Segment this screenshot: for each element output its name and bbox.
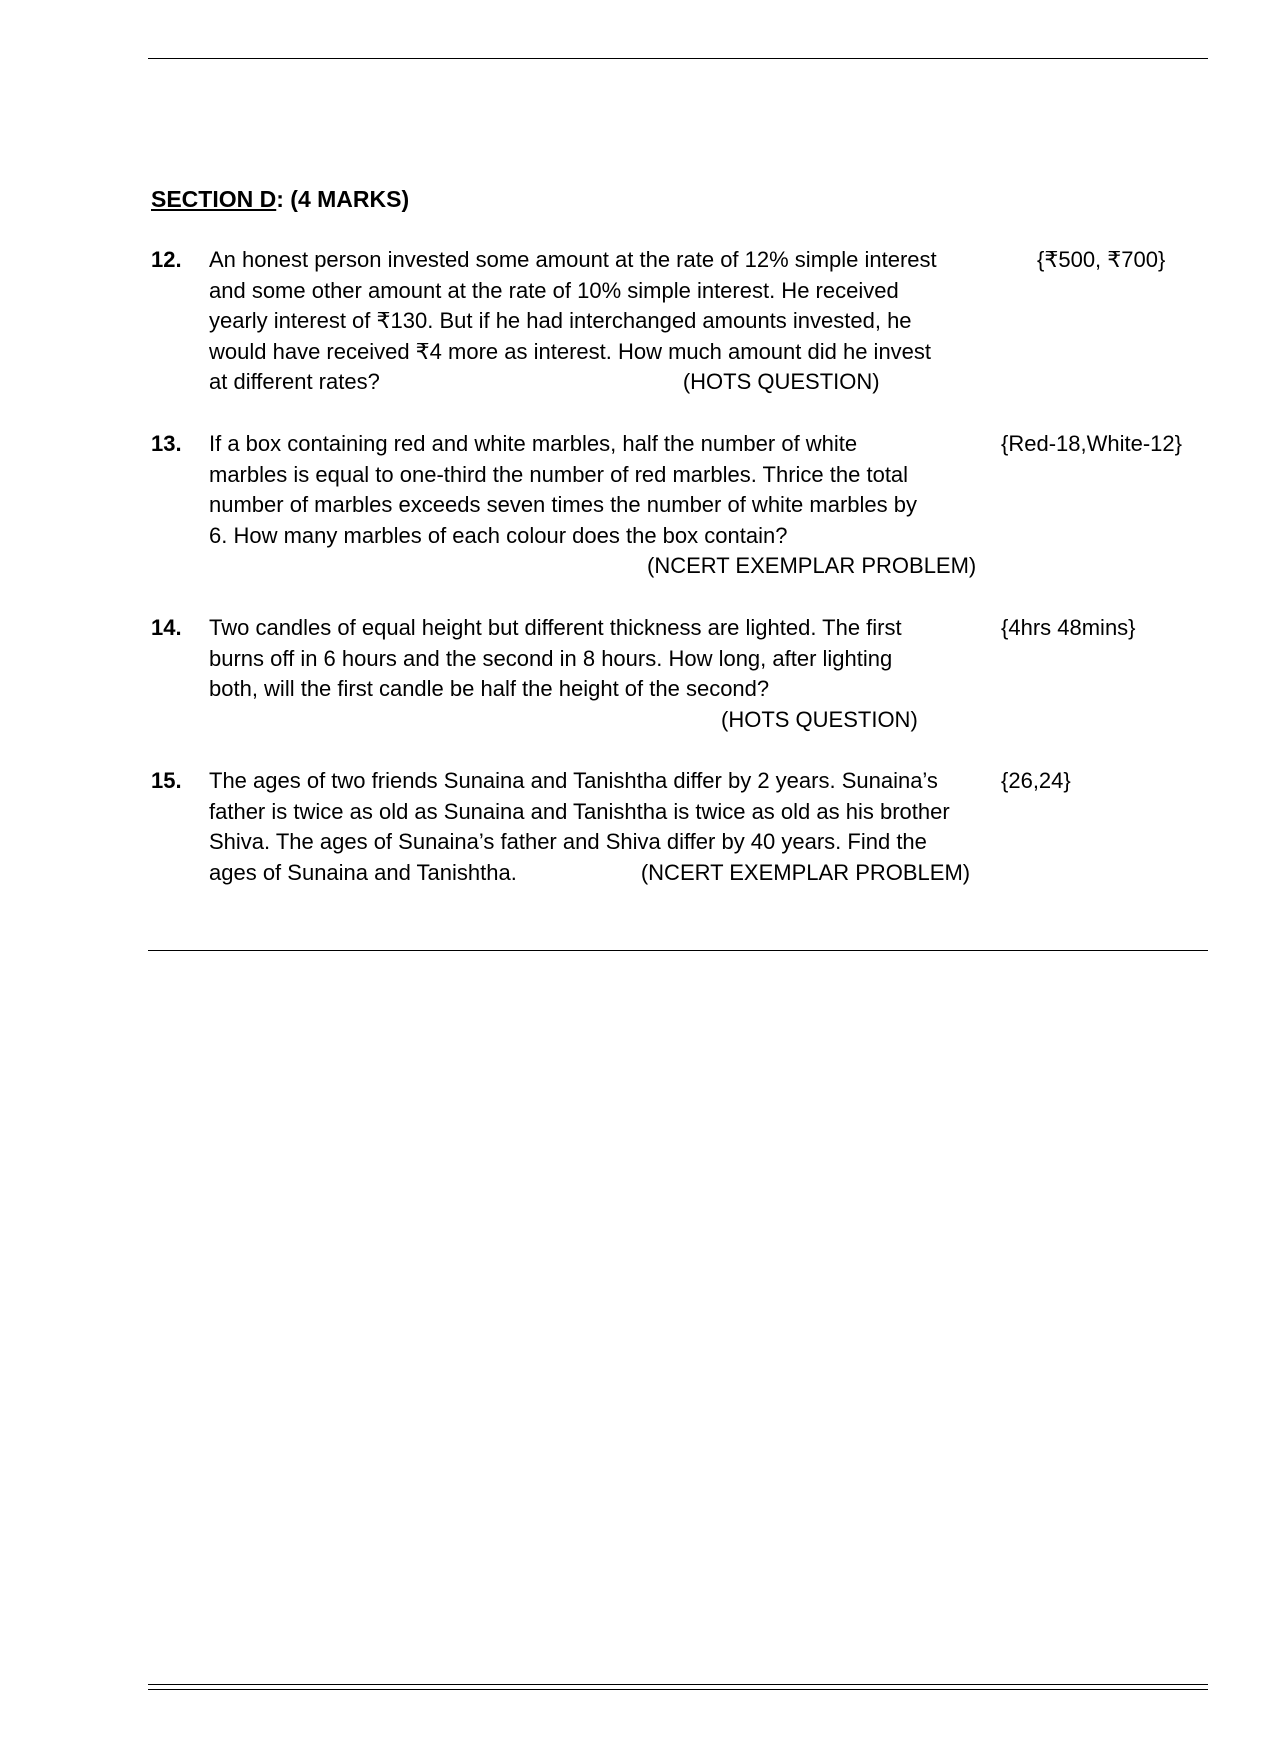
question-text xyxy=(209,429,1139,582)
question-line: The ages of two friends Sunaina and Tanishtha differ by 2 years. Sunaina’s xyxy=(209,768,938,793)
question-line: and some other amount at the rate of 10% simple interest. He received xyxy=(209,277,899,303)
question-line-with-source xyxy=(209,858,1139,889)
question-line: An honest person invested some amount at the rate of 12% simple interest xyxy=(209,247,937,272)
question-line: father is twice as old as Sunaina and Tanishtha is twice as old as his brother xyxy=(209,798,950,824)
question-text xyxy=(209,613,1139,735)
answer-key: {4hrs 48mins} xyxy=(1001,615,1136,640)
question-line: number of marbles exceeds seven times the number of white marbles by xyxy=(209,492,917,517)
question-line-with-source xyxy=(209,367,1139,398)
question-line: Shiva. The ages of Sunaina’s father and Shiva differ by 40 years. Find the xyxy=(209,829,927,854)
question-number: 14. xyxy=(151,615,182,640)
question-line: yearly interest of ₹130. But if he had interchanged amounts invested, he xyxy=(209,308,912,333)
question-number: 12. xyxy=(151,247,182,272)
question-line: at different rates? xyxy=(209,369,380,394)
section-heading xyxy=(151,184,409,214)
section-title-marks: : (4 MARKS) xyxy=(276,186,410,212)
question-line: marbles is equal to one-third the number of red marbles. Thrice the total xyxy=(209,461,909,487)
question-line: burns off in 6 hours and the second in 8 hours. How long, after lighting xyxy=(209,645,893,671)
footer-divider-lower xyxy=(148,1689,1208,1690)
top-divider xyxy=(148,58,1208,59)
footer-divider-upper xyxy=(148,1684,1208,1685)
question-number: 13. xyxy=(151,431,182,456)
question-line: would have received ₹4 more as interest. How much amount did he invest xyxy=(209,338,932,364)
question-source: (HOTS QUESTION) xyxy=(682,369,880,394)
section-title-underlined: SECTION D xyxy=(151,186,277,212)
question-source: (NCERT EXEMPLAR PROBLEM) xyxy=(640,859,971,885)
answer-key: {26,24} xyxy=(1001,768,1071,793)
question-line-with-source xyxy=(209,705,1139,736)
question-text xyxy=(209,766,1139,888)
question-line: ages of Sunaina and Tanishtha. xyxy=(209,859,517,885)
answer-key: {₹500, ₹700} xyxy=(1037,247,1166,272)
question-source: (NCERT EXEMPLAR PROBLEM) xyxy=(647,553,977,578)
answer-key: {Red-18,White-12} xyxy=(1001,431,1182,456)
section-end-divider xyxy=(148,950,1208,951)
question-number: 15. xyxy=(151,768,182,793)
question-source: (HOTS QUESTION) xyxy=(721,706,918,732)
question-line: If a box containing red and white marbles, half the number of white xyxy=(209,431,858,456)
question-line: both, will the first candle be half the height of the second? xyxy=(209,676,770,701)
question-text xyxy=(209,245,1139,398)
question-line: Two candles of equal height but different thickness are lighted. The first xyxy=(209,615,902,640)
question-line: 6. How many marbles of each colour does the box contain? xyxy=(209,522,788,548)
question-line-with-source xyxy=(209,551,1139,582)
